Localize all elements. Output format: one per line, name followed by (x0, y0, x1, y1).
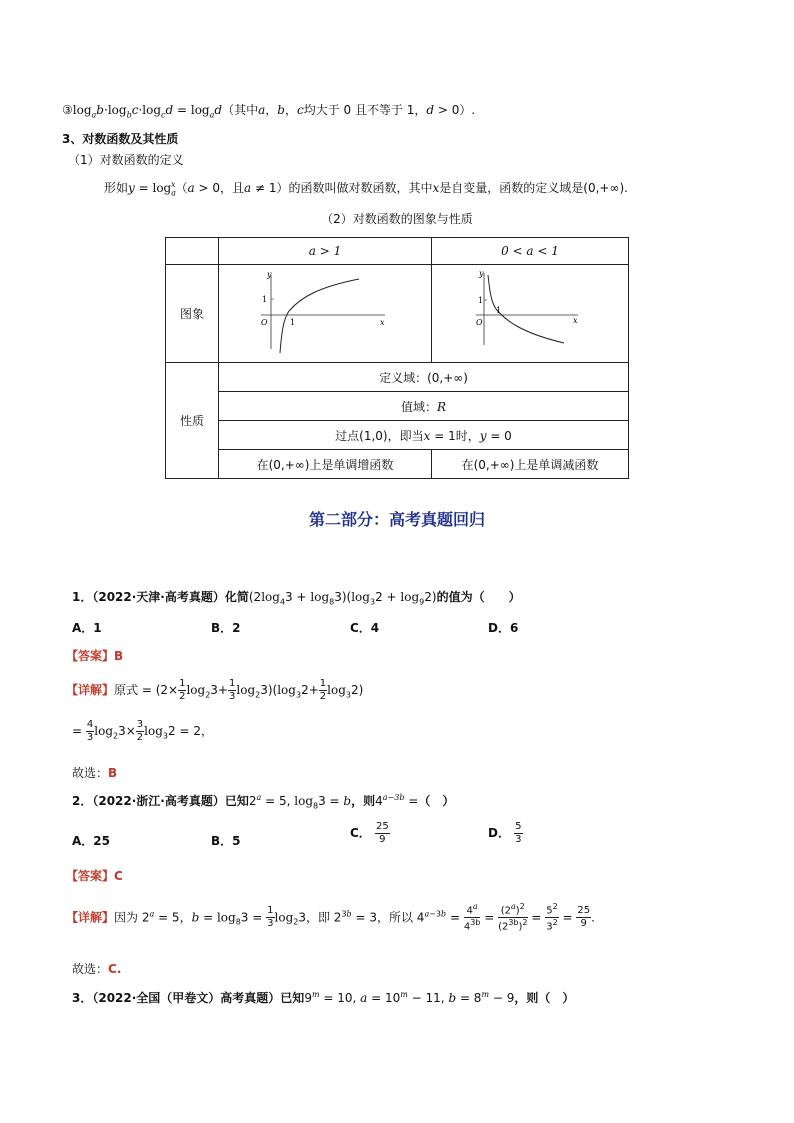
svg-text:x: x (573, 316, 578, 325)
increasing-log-graph (219, 265, 431, 359)
q1-option-b: B．2 (211, 621, 241, 635)
prop-range: 值域：R (219, 392, 629, 421)
svg-text:1: 1 (478, 296, 484, 305)
prop-decreasing: 在(0,+∞)上是单调减函数 (432, 450, 629, 479)
y-axis-label: y (267, 270, 272, 279)
col-a-gt-1: a > 1 (219, 238, 432, 265)
graph-increasing (219, 265, 432, 363)
row-label-properties: 性质 (166, 363, 219, 479)
q2-option-a: A．25 (72, 834, 110, 848)
svg-text:y: y (479, 269, 484, 278)
q2-stem: 2．（2022·浙江·高考真题）已知$2^a = 5$, $\log_83 = b$，则$4^{a-3b}$ =（ ） (72, 793, 455, 811)
log-function-table (165, 237, 629, 479)
q1-option-c: C．4 (350, 621, 380, 635)
q3-stem: 3．（2022·全国（甲卷文）高考真题）已知$9^m = 10$, $a = 10^m - 11$, $b = 8^m - 9$，则（ ） (72, 990, 575, 1005)
q2-option-b: B．5 (211, 834, 241, 848)
q2-choice: 故选：C. (72, 962, 122, 976)
svg-text:1: 1 (290, 318, 296, 327)
q2-option-c: C． $\frac{25}{9}$ (350, 821, 389, 845)
decreasing-log-graph (432, 265, 628, 359)
q2-detail: 【详解】因为 $2^a = 5$，$b = \log_83$ = $\frac{1}{3}$ $\log_23$，即 $2^{3b} = 3$，所以 $4^{a-3b}$ = $\frac{4^a}{4^{3b}}$ = $\frac{(2^a)^2}{(2^{3b})^2}$ = $\frac{5^2}{3^2}$ = $\frac{25}{9}$ . (66, 902, 595, 933)
q2-answer: 【答案】C (66, 869, 123, 883)
col-a-between: 0 < a < 1 (432, 238, 629, 265)
prop-increasing: 在(0,+∞)上是单调增函数 (219, 450, 432, 479)
section-title: 第二部分：高考真题回归 (308, 510, 485, 529)
svg-text:1: 1 (496, 306, 502, 315)
q1-answer: 【答案】B (66, 649, 124, 663)
log-chain-property: $③\log_ab\cdot\log_bc\cdot\log_cd = \log_ad$（其中a，b，c均大于 0 且不等于 1，d > 0）. (62, 103, 476, 120)
prop-fixed-point: 过点(1,0)，即当x = 1时，y = 0 (219, 421, 629, 450)
graph-decreasing (432, 265, 629, 363)
subheading-definition: （1）对数函数的定义 (68, 153, 184, 167)
svg-text:1: 1 (262, 295, 268, 304)
row-label-graph: 图象 (166, 265, 219, 363)
heading-log-function: 3、对数函数及其性质 (62, 132, 179, 146)
svg-text:O: O (261, 318, 268, 327)
svg-text:O: O (476, 318, 483, 327)
x-axis-label: x (380, 318, 385, 327)
q1-option-a: A．1 (72, 621, 102, 635)
q1-option-d: D．6 (488, 621, 519, 635)
definition-text: 形如$y = \log_a^x(a > 0$，且a ≠ 1）的函数叫做对数函数，其中x是自变量，函数的定义域是(0,+∞). (104, 180, 628, 198)
q1-choice: 故选：B (72, 766, 118, 780)
q1-detail-line1: 【详解】原式 = (2× $\frac{1}{2}$ $\log_23+$ $\frac{1}{3}$ $\log_23)(\log_32+$ $\frac{1}{2}$ $\log_32$) (66, 678, 364, 702)
prop-domain: 定义域：(0,+∞) (219, 363, 629, 392)
q2-option-d: D． $\frac{5}{3}$ (488, 821, 522, 845)
q1-stem: 1．（2022·天津·高考真题）化简$(2\log_43 + \log_83)(\log_32 + \log_92)$的值为（ ） (72, 590, 521, 607)
q1-detail-line2: = $\frac{4}{3}$ $\log_23\times$ $\frac{3}{2}$ $\log_32 = 2$， (72, 719, 213, 743)
subheading-graph-properties: （2）对数函数的图象与性质 (321, 212, 473, 226)
